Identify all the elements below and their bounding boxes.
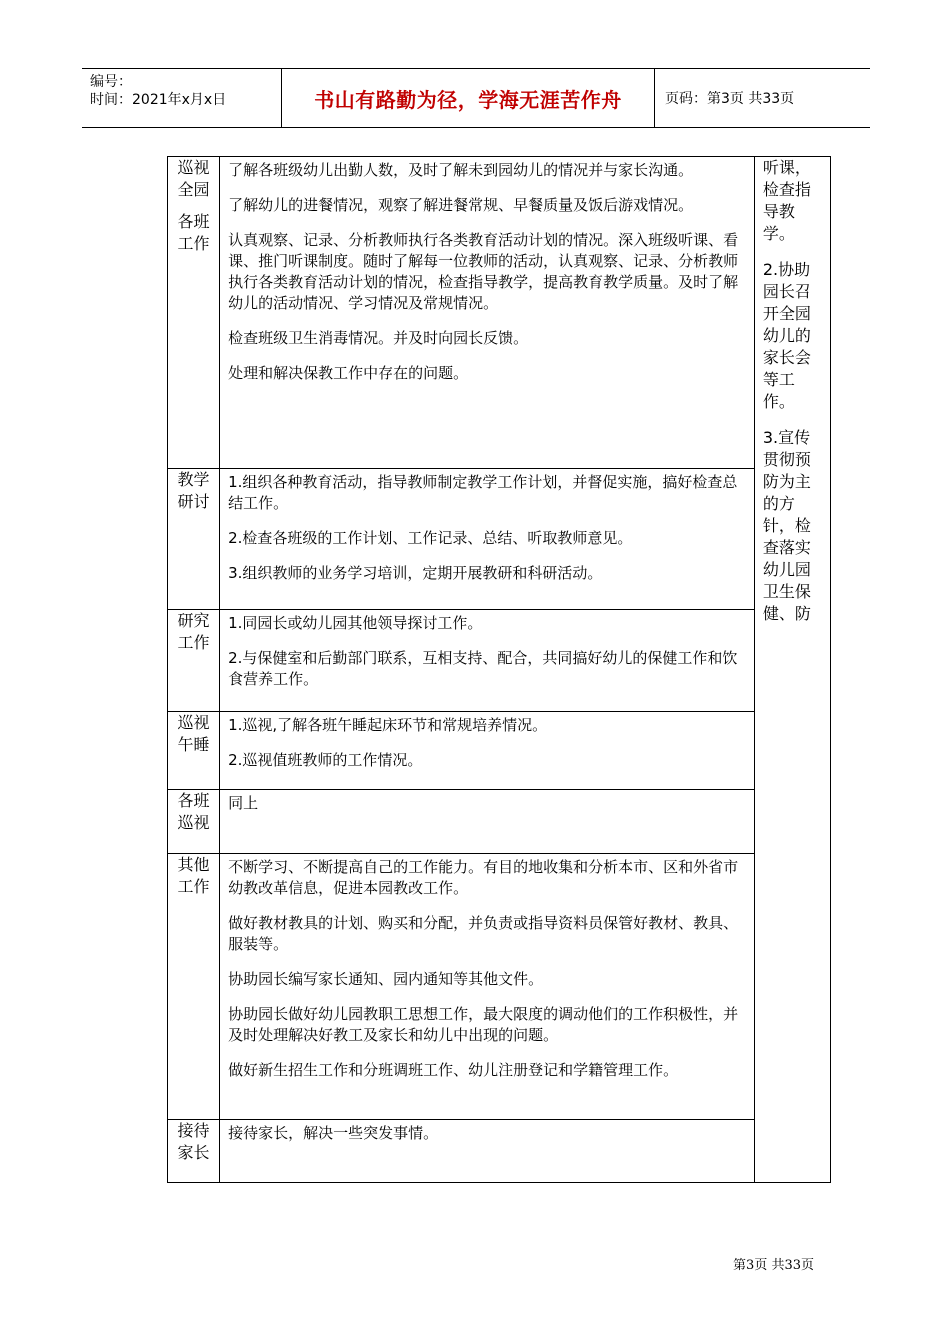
row-label xyxy=(168,712,220,790)
row-content xyxy=(220,469,755,610)
row-paragraph: 2.与保健室和后勤部门联系，互相支持、配合，共同搞好幼儿的保健工作和饮食营养工作。 xyxy=(228,649,738,688)
row-label xyxy=(168,854,220,1120)
date-label: 时间：2021年x月x日 xyxy=(90,92,227,108)
row-paragraph: 做好新生招生工作和分班调班工作、幼儿注册登记和学籍管理工作。 xyxy=(228,1061,679,1079)
row-paragraph: 3.组织教师的业务学习培训，定期开展教研和科研活动。 xyxy=(228,564,603,582)
page-header xyxy=(82,68,870,128)
row-content xyxy=(220,610,755,712)
table-row xyxy=(168,157,831,469)
row-label xyxy=(168,1120,220,1183)
row-paragraph: 1.组织各种教育活动，指导教师制定教学工作计划，并督促实施，搞好检查总结工作。 xyxy=(228,473,738,512)
table-row xyxy=(168,854,831,1120)
row-paragraph: 检查班级卫生消毒情况。并及时向园长反馈。 xyxy=(228,329,529,347)
notes-paragraph: 听课，检查指导教学。 xyxy=(762,158,811,243)
row-paragraph: 1.同园长或幼儿园其他领导探讨工作。 xyxy=(228,614,483,632)
row-content xyxy=(220,854,755,1120)
row-label-text: 巡视全园 xyxy=(177,158,210,199)
row-label xyxy=(168,790,220,854)
row-content xyxy=(220,1120,755,1183)
table-row xyxy=(168,712,831,790)
page-footer: 第3页 共33页 xyxy=(733,1258,814,1273)
row-label xyxy=(168,610,220,712)
row-label-text: 接待家长 xyxy=(177,1121,210,1162)
header-meta xyxy=(82,69,282,127)
row-paragraph: 协助园长做好幼儿园教职工思想工作，最大限度的调动他们的工作积极性，并及时处理解决好教工及家长和幼儿中出现的问题。 xyxy=(228,1005,739,1044)
row-label xyxy=(168,157,220,469)
table-row xyxy=(168,610,831,712)
row-paragraph: 同上 xyxy=(228,794,259,812)
row-label-text: 其他工作 xyxy=(177,855,210,896)
row-paragraph: 不断学习、不断提高自己的工作能力。有目的地收集和分析本市、区和外省市幼教改革信息，促进本园教改工作。 xyxy=(228,858,739,897)
row-label-text: 巡视午睡 xyxy=(177,713,210,754)
row-label-text: 各班巡视 xyxy=(177,791,210,832)
row-paragraph: 协助园长编写家长通知、园内通知等其他文件。 xyxy=(228,970,544,988)
table-row xyxy=(168,790,831,854)
notes-paragraph: 3.宣传贯彻预防为主的方针，检查落实幼儿园卫生保健、防 xyxy=(762,428,811,623)
row-paragraph: 认真观察、记录、分析教师执行各类教育活动计划的情况。深入班级听课、看课、推门听课制度。随时了解每一位教师的活动，认真观察、记录、分析教师执行各类教育活动计划的情况，检查指导教学，提高教育教学质量。及时了解幼儿的活动情况、学习情况及常规情况。 xyxy=(228,231,739,312)
notes-column xyxy=(754,157,830,1183)
row-label xyxy=(168,469,220,610)
notes-paragraph: 2.协助园长召开全园幼儿的家长会等工作。 xyxy=(762,260,811,411)
table-row xyxy=(168,1120,831,1183)
table-row xyxy=(168,469,831,610)
row-paragraph: 处理和解决保教工作中存在的问题。 xyxy=(228,364,469,382)
row-paragraph: 了解幼儿的进餐情况，观察了解进餐常规、早餐质量及饭后游戏情况。 xyxy=(228,196,694,214)
header-page-number: 页码：第3页 共33页 xyxy=(665,91,795,107)
row-content xyxy=(220,157,755,469)
row-paragraph: 1.巡视,了解各班午睡起床环节和常规培养情况。 xyxy=(228,716,548,734)
row-label-text: 各班工作 xyxy=(177,212,210,253)
row-paragraph: 2.检查各班级的工作计划、工作记录、总结、听取教师意见。 xyxy=(228,529,633,547)
row-label-text: 研究工作 xyxy=(177,611,210,652)
duty-table xyxy=(167,156,831,1183)
row-content xyxy=(220,790,755,854)
row-paragraph: 2.巡视值班教师的工作情况。 xyxy=(228,751,423,769)
row-content xyxy=(220,712,755,790)
row-paragraph: 做好教材教具的计划、购买和分配，并负责或指导资料员保管好教材、教具、服装等。 xyxy=(228,914,739,953)
serial-label: 编号： xyxy=(90,74,132,90)
row-paragraph: 接待家长，解决一些突发事情。 xyxy=(228,1124,439,1142)
header-motto: 书山有路勤为径，学海无涯苦作舟 xyxy=(282,69,655,127)
row-label-text: 教学研讨 xyxy=(177,470,210,511)
row-paragraph: 了解各班级幼儿出勤人数，及时了解未到园幼儿的情况并与家长沟通。 xyxy=(228,161,694,179)
